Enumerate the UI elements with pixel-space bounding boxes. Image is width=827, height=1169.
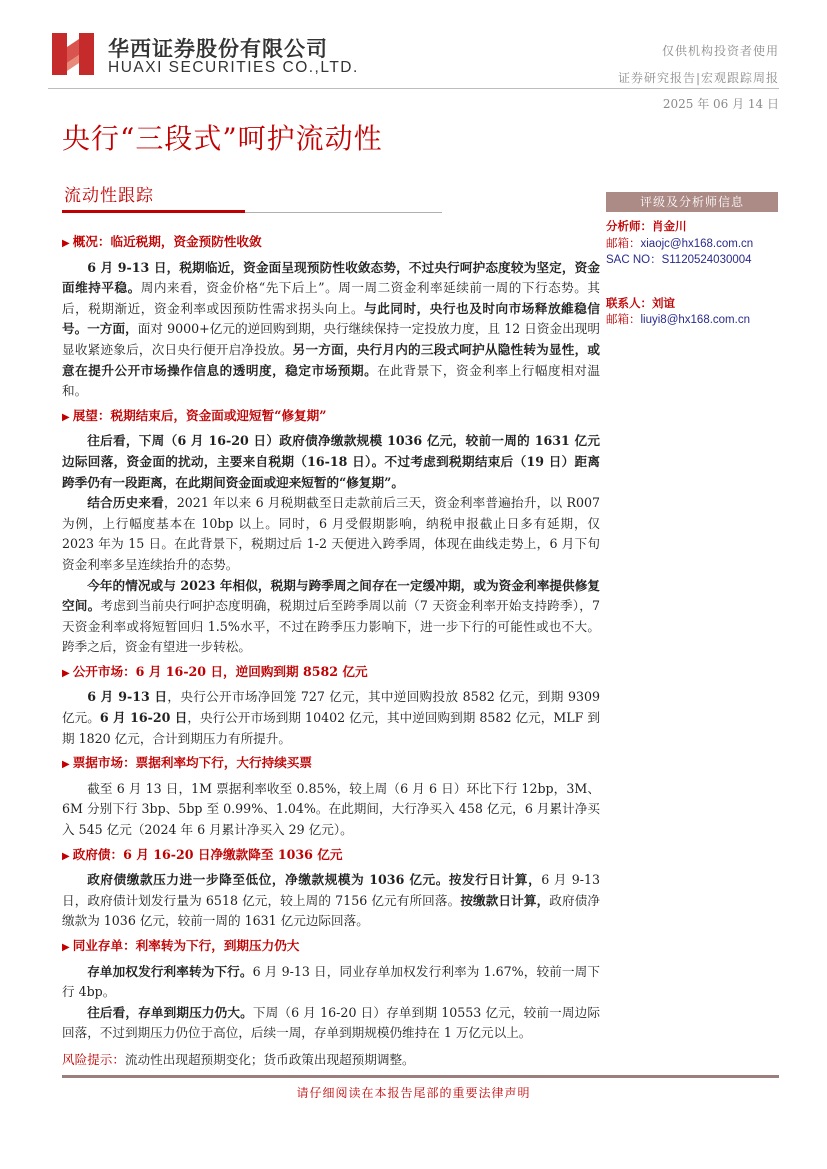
subheading-overview: ▶ 概况：临近税期，资金预防性收敛 <box>62 234 262 249</box>
report-type: 证券研究报告|宏观跟踪周报 <box>617 71 779 85</box>
triangle-bullet-icon: ▶ <box>62 759 70 771</box>
triangle-bullet-icon: ▶ <box>62 238 70 249</box>
report-date: 2025 年 06 月 14 日 <box>662 97 779 111</box>
subheading-interbank-cd: ▶ 同业存单：利率转为下行，到期压力仍大 <box>62 938 300 953</box>
paragraph: 今年的情况或与 2023 年相似，税期与跨季周之间存在一定缓冲期，或为资金利率提供修复空间。考虑到当前央行呵护态度明确，税期过后至跨季周以前（7 天资金利率开始支持跨季），7 天资金利率或将短暂回归 1.5%水平，不过在跨季压力影响下，进一步下行的可能性或也不大。跨季之后，资金有望进一步转松。 <box>62 577 601 655</box>
subheading-open-market: ▶ 公开市场：6 月 16-20 日，逆回购到期 8582 亿元 <box>62 663 368 679</box>
subheading-government-bonds: ▶ 政府债：6 月 16-20 日净缴款降至 1036 亿元 <box>62 846 343 862</box>
sidebar-heading: 评级及分析师信息 <box>606 192 778 212</box>
footer-disclaimer: 请仔细阅读在本报告尾部的重要法律声明 <box>296 1086 531 1100</box>
contact-email-row: 邮箱：liuyi8@hx168.com.cn <box>606 312 750 326</box>
analyst-email-link[interactable]: xiaojc@hx168.com.cn <box>640 237 754 250</box>
subheading-outlook: ▶ 展望：税期结束后，资金面或迎短暂“修复期” <box>62 407 327 423</box>
report-body <box>62 228 600 1071</box>
header-divider <box>48 88 779 89</box>
paragraph: 存单加权发行利率转为下行。6 月 9-13 日，同业存单加权发行利率为 1.67%，较前一周下行 4bp。 <box>62 963 600 1000</box>
paragraph: 往后看，下周（6 月 16-20 日）政府债净缴款规模 1036 亿元，较前一周的 1631 亿元边际回落，资金面的扰动，主要来自税期（16-18 日）。不过考虑到税期结束后（19 日）距离跨季仍有一段距离，在此期间资金面或迎来短暂的“修复期”。 <box>62 433 600 490</box>
paragraph: 截至 6 月 13 日，1M 票据利率收至 0.85%，较上周（6 月 6 日）环比下行 12bp，3M、6M 分别下行 3bp、5bp 至 0.99%、1.04%。在此期间，大行净买入 458 亿元，6 月累计净买入 545 亿元（2024 年 6 月累计净买入 29 亿元）。 <box>62 780 600 838</box>
footer-divider <box>62 1075 779 1078</box>
company-name-en: HUAXI SECURITIES CO.,LTD. <box>108 59 359 76</box>
paragraph: 往后看，存单到期压力仍大。下周（6 月 16-20 日）存单到期 10553 亿元，较前一周边际回落，不过到期压力仍位于高位，后续一周，存单到期规模仍维持在 1 万亿元以上。 <box>62 1004 600 1041</box>
contact-email-link[interactable]: liuyi8@hx168.com.cn <box>640 314 750 326</box>
triangle-bullet-icon: ▶ <box>62 850 70 862</box>
paragraph: 6 月 9-13 日，央行公开市场净回笼 727 亿元，其中逆回购投放 8582 亿元，到期 9309 亿元。6 月 16-20 日，央行公开市场到期 10402 亿元，其中逆回购到期 8582 亿元，MLF 到期 1820 亿元，合计到期压力有所提升。 <box>62 689 600 746</box>
paragraph: 政府债缴款压力进一步降至低位，净缴款规模为 1036 亿元。按发行日计算，6 月 9-13 日，政府债计划发行量为 6518 亿元，较上周的 7156 亿元有所回落。按缴款日计算，政府债净缴款为 1036 亿元，较前一周的 1631 亿元边际回落。 <box>62 872 601 929</box>
section-title: 流动性跟踪 <box>64 186 154 206</box>
paragraph: 结合历史来看，2021 年以来 6 月税期截至日走款前后三天，资金利率普遍抬升，以 R007 为例，上行幅度基本在 10bp 以上。同时，6 月受假期影响，纳税申报截止日多有延期，仅 2023 年为 15 日。在此背景下，税期过后 1-2 天便进入跨季周，体现在曲线走势上，6 月下旬资金利率多呈连续抬升的态势。 <box>62 495 600 572</box>
subheading-bill-market: ▶ 票据市场：票据利率均下行，大行持续买票 <box>62 755 312 771</box>
analyst-sidebar <box>606 192 778 329</box>
company-name-cn: 华西证券股份有限公司 <box>108 37 328 61</box>
analyst-row: 分析师：肖金川 <box>606 219 687 233</box>
section-underline-grey <box>245 212 442 213</box>
contact-row: 联系人：刘谊 <box>606 295 675 310</box>
paragraph: 6 月 9-13 日，税期临近，资金面呈现预防性收敛态势，不过央行呵护态度较为坚定，资金面维持平稳。周内来看，资金价格“先下后上”。周一周二资金利率延续前一周的下行态势。其后，税期渐近，资金利率或因预防性需求拐头向上。与此同时，央行也及时向市场释放維稳信号。一方面，面对 9000+亿元的逆回购到期，央行继续保持一定投放力度，且 12 日资金出现明显收紧迹象后，次日央行便开启净投放。另一方面，央行月内的三段式呵护从隐性转为显性，或意在提升公开市场操作信息的透明度，稳定市场预期。在此背景下，资金利率上行幅度相对温和。 <box>62 259 601 399</box>
analyst-email-row: 邮箱：xiaojc@hx168.com.cn <box>606 235 754 250</box>
huaxi-logo-icon <box>52 33 94 75</box>
risk-warning: 风险提示：流动性出现超预期变化；货币政策出现超预期调整。 <box>62 1051 415 1067</box>
triangle-bullet-icon: ▶ <box>62 942 70 953</box>
sac-number: SAC NO：S1120524030004 <box>606 254 752 266</box>
audience-note: 仅供机构投资者使用 <box>661 44 779 58</box>
page-title: 央行“三段式”呵护流动性 <box>62 122 383 155</box>
section-underline-red <box>62 210 245 213</box>
triangle-bullet-icon: ▶ <box>62 667 70 679</box>
triangle-bullet-icon: ▶ <box>62 411 70 423</box>
